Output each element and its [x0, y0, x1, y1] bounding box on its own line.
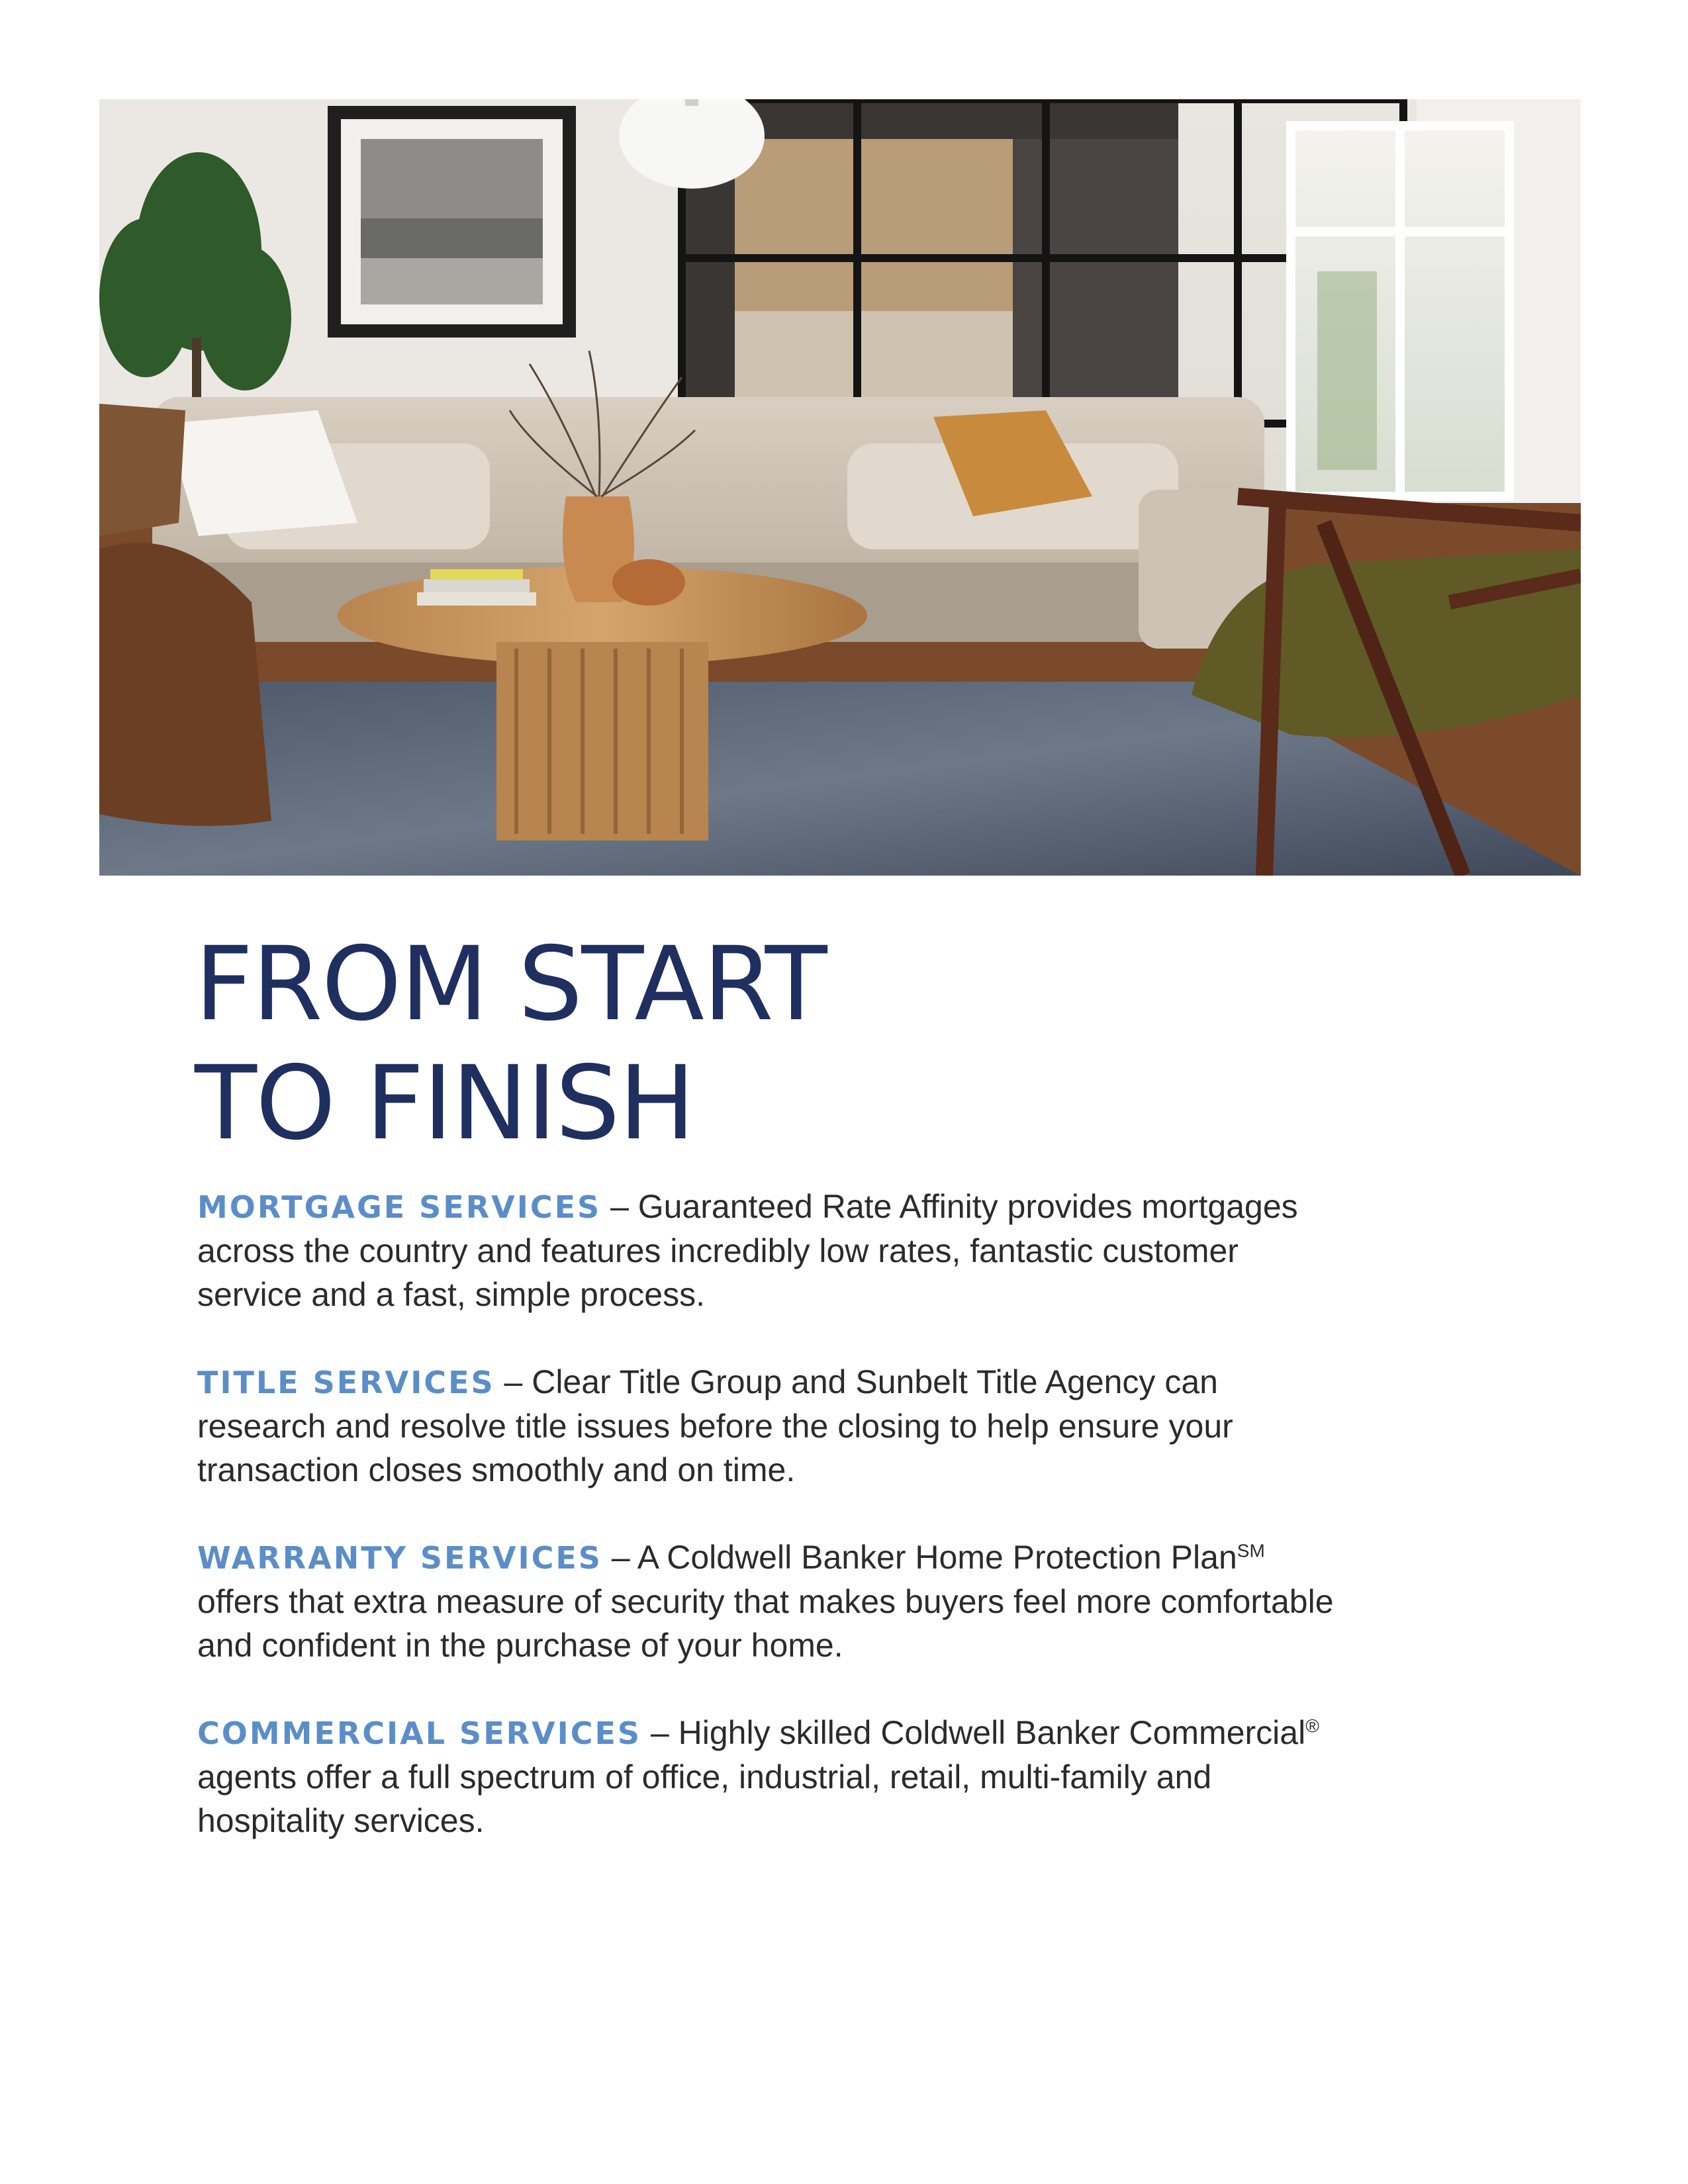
service-mark: SM [1237, 1540, 1265, 1561]
page-title-line-2: TO FINISH [195, 1044, 694, 1163]
registered-mark: ® [1305, 1715, 1319, 1737]
living-room-illustration [99, 99, 1581, 876]
warranty-services-paragraph [197, 1535, 1336, 1667]
mortgage-services-text: – Guaranteed Rate Affinity provides mortgages across the country and features incredibly low rates, fantastic customer service and a fast, simple process. [197, 1188, 1298, 1313]
commercial-services-label: COMMERCIAL SERVICES [197, 1715, 642, 1751]
warranty-services-text-before: – A Coldwell Banker Home Protection Plan [602, 1539, 1237, 1576]
services-list [197, 1185, 1336, 1886]
mortgage-services-paragraph [197, 1185, 1336, 1316]
commercial-services-text-after: agents offer a full spectrum of office, industrial, retail, multi-family and hospitality services. [197, 1758, 1212, 1839]
page-title-line-1: FROM START [195, 925, 826, 1044]
commercial-services-text-before: – Highly skilled Coldwell Banker Commercial [641, 1714, 1306, 1751]
commercial-services-paragraph [197, 1711, 1336, 1843]
page-title [195, 925, 826, 1163]
warranty-services-label: WARRANTY SERVICES [197, 1540, 602, 1576]
hero-photo [99, 99, 1581, 876]
mortgage-services-label: MORTGAGE SERVICES [197, 1189, 602, 1225]
warranty-services-text-after: offers that extra measure of security that makes buyers feel more comfortable and confident in the purchase of your home. [197, 1583, 1334, 1664]
title-services-paragraph [197, 1360, 1336, 1492]
title-services-text: – Clear Title Group and Sunbelt Title Agency can research and resolve title issues before the closing to help ensure your transaction closes smoothly and on time. [197, 1363, 1233, 1488]
title-services-label: TITLE SERVICES [197, 1365, 495, 1400]
